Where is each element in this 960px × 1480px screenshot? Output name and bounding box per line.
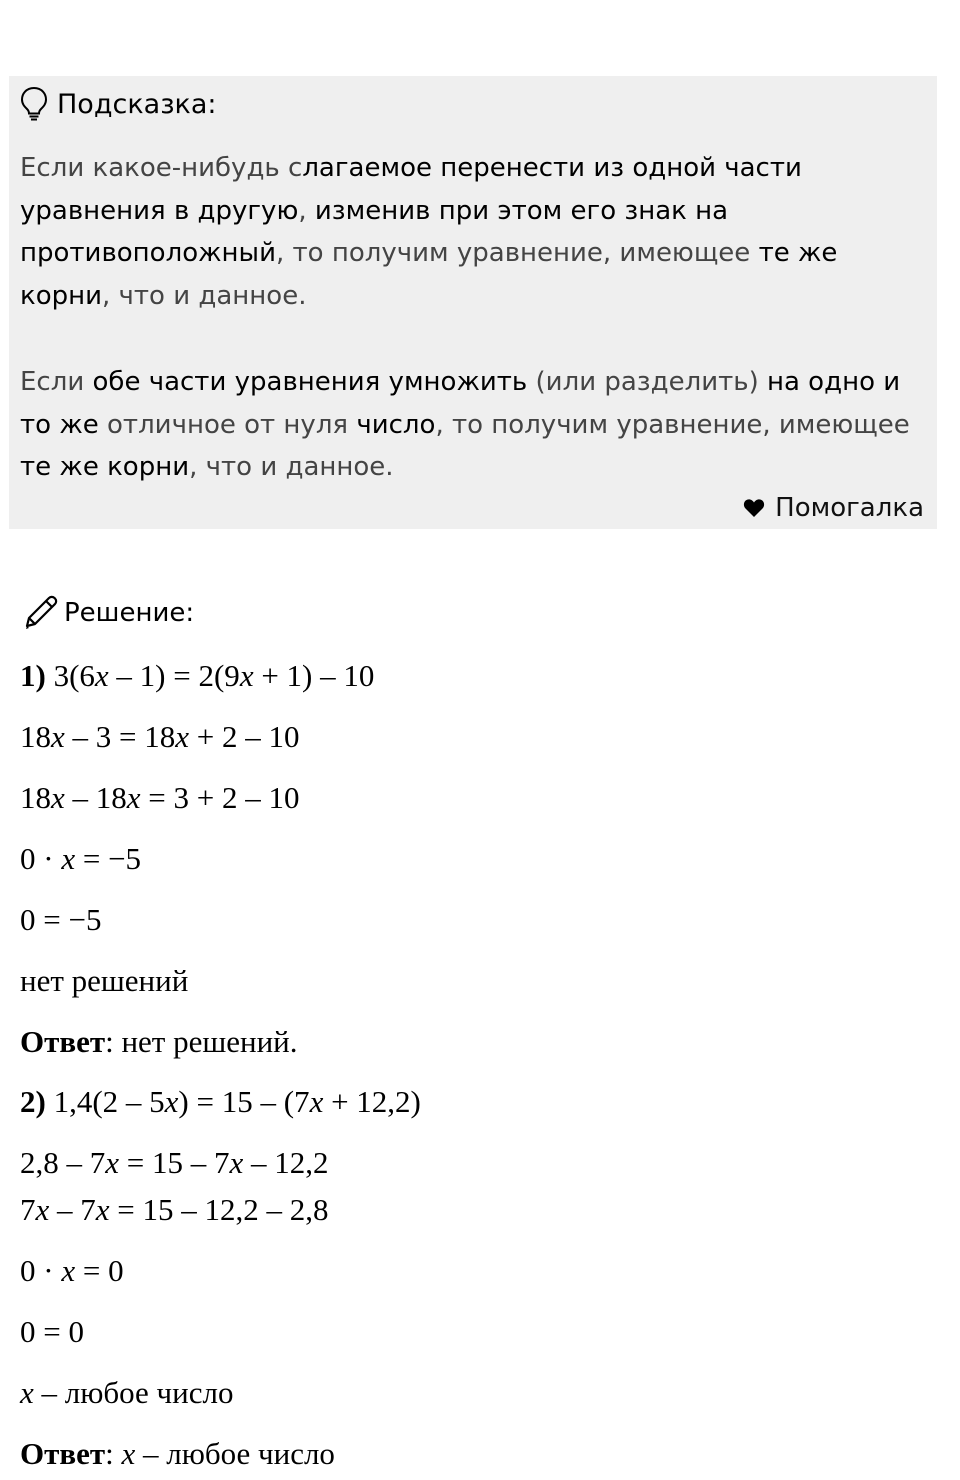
math-variable: x: [126, 780, 141, 815]
hint-text: Если какое-нибудь с: [20, 153, 303, 183]
math-variable: x: [35, 1192, 50, 1227]
solution-line: [20, 717, 300, 757]
solution-text: 7: [20, 1192, 36, 1227]
brand-signature: [743, 490, 924, 526]
math-variable: x: [164, 1084, 179, 1119]
math-variable: x: [94, 658, 109, 693]
math-variable: x: [95, 1192, 110, 1227]
hint-text: (или разделить): [527, 367, 767, 397]
solution-text: – 12,2: [243, 1145, 329, 1180]
hint-emphasis: те же корни: [20, 452, 190, 482]
solution-text: 0 = 0: [20, 1314, 84, 1349]
solution-text: = 15 – 12,2 – 2,8: [109, 1192, 329, 1227]
solution-text: 2,8 – 7: [20, 1145, 106, 1180]
solution-text: 18: [20, 780, 51, 815]
hint-text: Если: [20, 367, 93, 397]
math-variable: x: [309, 1084, 324, 1119]
solution-text: – 1) = 2(9: [108, 658, 240, 693]
hint-box: [9, 76, 937, 529]
solution-line: [20, 1190, 329, 1230]
hint-text: отличное от нуля: [98, 409, 357, 440]
solution-line: [20, 1312, 84, 1352]
solution-text: 18: [20, 719, 51, 754]
solution-line: [20, 961, 188, 1001]
math-variable: x: [105, 1145, 120, 1180]
solution-line: [20, 1434, 335, 1474]
solution-text: = −5: [75, 841, 142, 876]
hint-emphasis: лагаемое перенести из одной части уравнения в другую: [20, 153, 802, 226]
solution-label: Ответ: [20, 1024, 106, 1059]
solution-title: Решение:: [64, 598, 195, 628]
hint-paragraph-2: [20, 361, 930, 489]
solution-label: 1): [20, 658, 46, 693]
hint-text: , что и данное.: [102, 280, 307, 311]
solution-text: + 12,2): [323, 1084, 421, 1119]
solution-text: 0 ·: [20, 1253, 62, 1288]
hint-text: , то получим уравнение, имеющее: [275, 238, 759, 268]
math-variable: x: [51, 780, 65, 815]
hint-emphasis: те же корни: [20, 238, 838, 311]
solution-text: 3(6: [45, 658, 95, 693]
solution-text: = 15 – 7: [119, 1145, 230, 1180]
solution-line: [20, 1022, 298, 1062]
solution-text: 0 = −5: [20, 902, 102, 937]
solution-line: [20, 1251, 124, 1291]
solution-text: ) = 15 – (7: [178, 1084, 310, 1119]
math-variable: x: [20, 1375, 34, 1410]
math-variable: x: [61, 841, 76, 876]
solution-text: + 2 – 10: [189, 719, 300, 754]
math-variable: x: [175, 719, 190, 754]
solution-line: [20, 1373, 233, 1413]
solution-text: 1,4(2 – 5: [45, 1084, 165, 1119]
solution-text: – любое число: [33, 1375, 234, 1410]
solution-text: нет решений: [20, 963, 189, 998]
hint-emphasis: изменив при этом его знак на противоположный: [20, 195, 729, 268]
hint-text: , то получим уравнение, имеющее: [435, 409, 910, 440]
hint-emphasis: на одно и то же: [20, 367, 901, 440]
solution-text: = 0: [75, 1253, 124, 1288]
solution-text: = 3 + 2 – 10: [140, 780, 300, 815]
solution-label: 2): [20, 1084, 46, 1119]
solution-text: + 1) – 10: [253, 658, 375, 693]
solution-text: :: [105, 1436, 122, 1471]
solution-text: – 18: [64, 780, 127, 815]
math-variable: x: [121, 1436, 136, 1471]
hint-header: [19, 86, 217, 122]
solution-line: [20, 1082, 421, 1122]
solution-text: 0 ·: [20, 841, 62, 876]
solution-text: – 7: [49, 1192, 96, 1227]
solution-line: [20, 839, 141, 879]
hint-title: Подсказка:: [57, 88, 217, 120]
solution-label: Ответ: [20, 1436, 106, 1471]
hint-emphasis: обе части уравнения умножить: [92, 367, 528, 397]
solution-heading: [20, 592, 194, 634]
math-variable: x: [51, 719, 65, 754]
hint-text: , что и данное.: [189, 452, 394, 482]
lightbulb-icon: [19, 86, 49, 122]
hint-text: ,: [298, 195, 315, 226]
brand-name: Помогалка: [775, 493, 924, 523]
hint-paragraph-1: [20, 147, 930, 317]
pencil-icon: [20, 593, 60, 633]
solution-line: [20, 778, 300, 818]
solution-text: – любое число: [135, 1436, 335, 1471]
heart-icon: [743, 498, 765, 518]
math-variable: x: [61, 1253, 76, 1288]
math-variable: x: [239, 658, 254, 693]
math-variable: x: [229, 1145, 244, 1180]
solution-line: [20, 900, 101, 940]
solution-line: [20, 656, 374, 696]
solution-text: – 3 = 18: [64, 719, 176, 754]
hint-emphasis: число: [356, 409, 436, 440]
solution-line: [20, 1143, 329, 1183]
solution-text: : нет решений.: [105, 1024, 298, 1059]
